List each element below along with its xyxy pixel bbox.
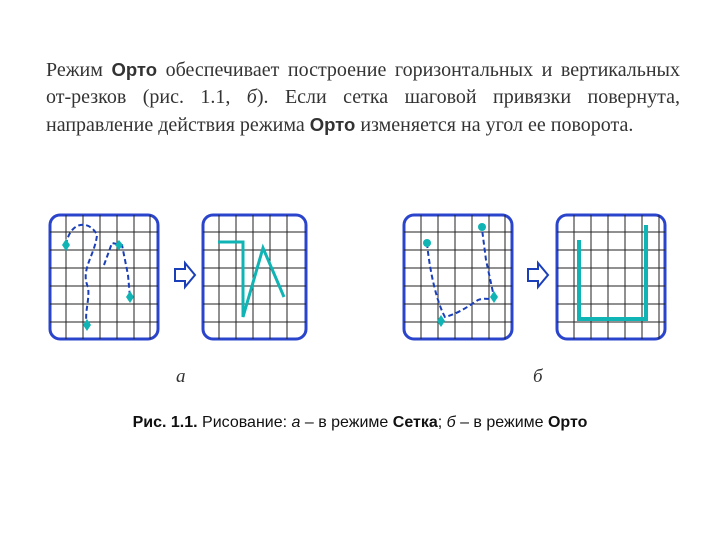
panel-a-result [203,215,306,339]
caption-b: б [446,414,456,431]
caption-text-4: – в режиме [455,414,548,431]
para-italic-b: б [246,86,257,108]
caption-text-1: Рисование: [197,414,292,431]
right-arrow-icon [528,263,548,287]
body-paragraph [46,56,680,139]
caption-mode-ortho: Орто [547,414,588,431]
sub-label-a: а [176,366,186,387]
para-text-1: Режим [46,59,112,81]
caption-text-3: ; [437,414,447,431]
para-text-4: изменяется на угол ее поворота. [355,114,634,136]
panel-b-grid-frame [404,215,512,339]
caption-a: а [291,414,301,431]
caption-label: Рис. 1.1. [132,414,198,431]
panel-a-grid [50,215,158,339]
para-text-3: ). Если сетка шаговой привязки повернута, направление действия режима [46,86,680,136]
para-bold-orto-2: Орто [309,114,356,135]
para-text-2: обеспечивает построение горизонтальных и вертикальных от-резков (рис. 1.1, [46,59,680,108]
right-arrow-icon [175,263,195,287]
panel-b-grid [404,215,512,339]
caption-mode-grid: Сетка [392,414,438,431]
panel-b-result [557,215,665,339]
sub-label-b: б [533,366,543,387]
para-bold-orto-1: Орто [111,59,158,80]
figure-illustration [0,205,720,355]
figure-caption [0,414,720,432]
caption-text-2: – в режиме [300,414,393,431]
